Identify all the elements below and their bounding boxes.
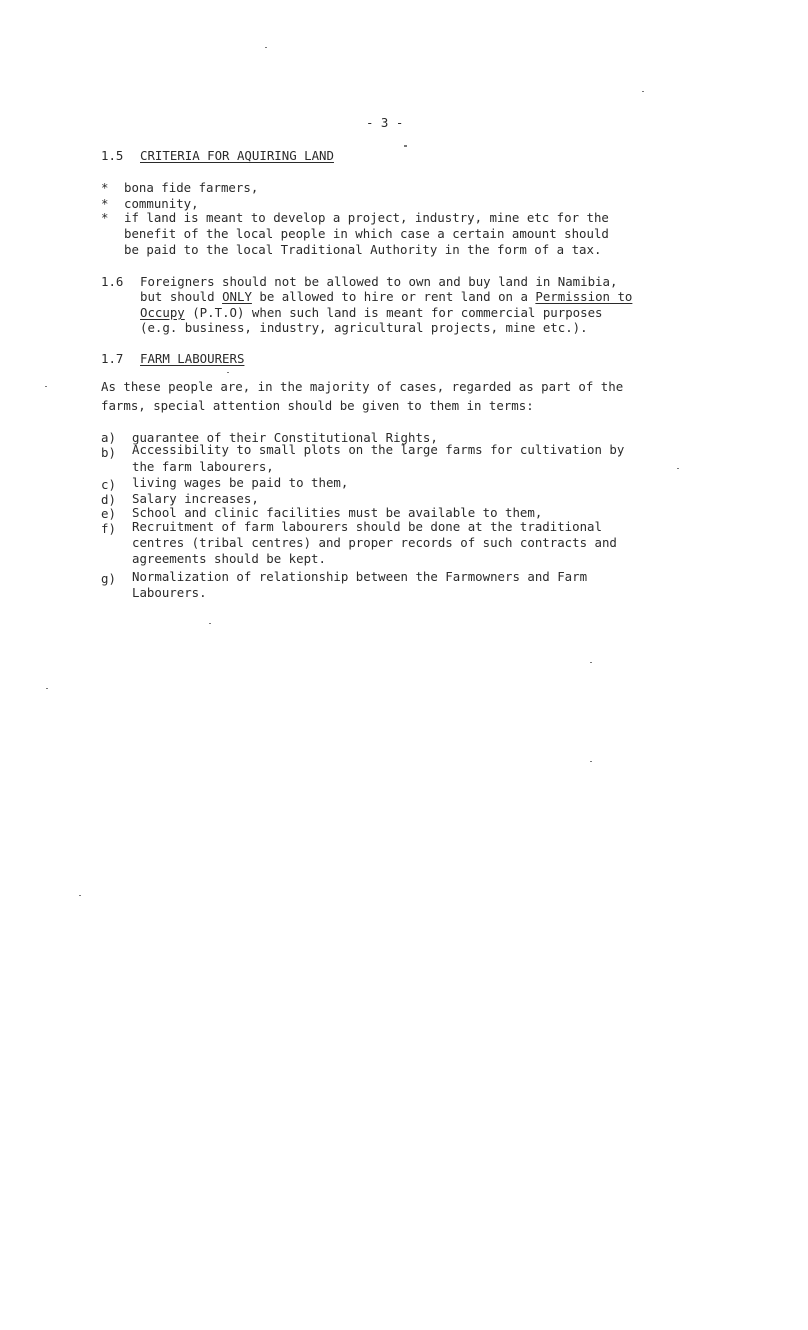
list-item: centres (tribal centres) and proper records of such contracts and	[132, 535, 617, 550]
paragraph-line: As these people are, in the majority of cases, regarded as part of the	[101, 379, 624, 394]
scan-speck	[209, 623, 211, 624]
scan-speck	[404, 145, 407, 147]
scan-speck	[590, 761, 592, 762]
text-span: be allowed to hire or rent land on a	[251, 289, 536, 304]
scan-speck	[46, 688, 48, 689]
scan-speck	[265, 47, 267, 48]
paragraph-line: Foreigners should not be allowed to own and buy land in Namibia,	[140, 274, 618, 289]
scan-speck	[590, 662, 592, 663]
bullet-marker: *	[101, 196, 109, 211]
term-pto: Permission to	[535, 289, 633, 304]
paragraph-line: (e.g. business, industry, agricultural projects, mine etc.).	[140, 320, 588, 335]
list-item: Accessibility to small plots on the large farms for cultivation by	[132, 442, 625, 457]
list-item: living wages be paid to them,	[132, 475, 349, 490]
term-occupy: Occupy	[140, 305, 185, 320]
section-number: 1.7	[101, 351, 124, 366]
list-item: Recruitment of farm labourers should be done at the traditional	[132, 519, 602, 534]
list-item: guarantee of their Constitutional Rights,	[132, 430, 438, 445]
bullet-text: benefit of the local people in which case a certain amount should	[124, 226, 609, 241]
text-span: but should	[140, 289, 223, 304]
page-number: - 3 -	[366, 115, 404, 130]
list-marker: e)	[101, 506, 116, 521]
bullet-text: community,	[124, 196, 199, 211]
list-marker: g)	[101, 571, 116, 586]
scan-speck	[227, 372, 229, 373]
section-heading: FARM LABOURERS	[140, 351, 245, 366]
list-item: Labourers.	[132, 585, 207, 600]
paragraph-line	[140, 289, 632, 305]
bullet-text: be paid to the local Traditional Authority in the form of a tax.	[124, 242, 602, 257]
scan-speck	[45, 386, 47, 387]
section-heading: CRITERIA FOR AQUIRING LAND	[140, 148, 334, 163]
scan-speck	[79, 895, 81, 896]
section-number: 1.5	[101, 148, 124, 163]
list-item: the farm labourers,	[132, 459, 274, 474]
paragraph-line: farms, special attention should be given to them in terms:	[101, 398, 534, 413]
list-marker: a)	[101, 430, 116, 445]
list-item: Salary increases,	[132, 491, 259, 506]
list-marker: f)	[101, 521, 116, 536]
list-item: School and clinic facilities must be available to them,	[132, 505, 543, 520]
bullet-text: if land is meant to develop a project, industry, mine etc for the	[124, 210, 609, 225]
scan-speck	[677, 468, 679, 469]
bullet-marker: *	[101, 210, 109, 225]
list-item: Normalization of relationship between the Farmowners and Farm	[132, 569, 588, 584]
section-number: 1.6	[101, 274, 124, 289]
list-marker: b)	[101, 445, 116, 460]
paragraph-line	[140, 305, 603, 321]
bullet-marker: *	[101, 180, 109, 195]
text-span: (P.T.O) when such land is meant for commercial purposes	[184, 305, 603, 320]
emphasis-only: ONLY	[222, 289, 252, 304]
list-marker: c)	[101, 477, 116, 492]
bullet-text: bona fide farmers,	[124, 180, 259, 195]
scan-speck	[642, 91, 644, 92]
list-item: agreements should be kept.	[132, 551, 326, 566]
list-marker: d)	[101, 492, 116, 507]
